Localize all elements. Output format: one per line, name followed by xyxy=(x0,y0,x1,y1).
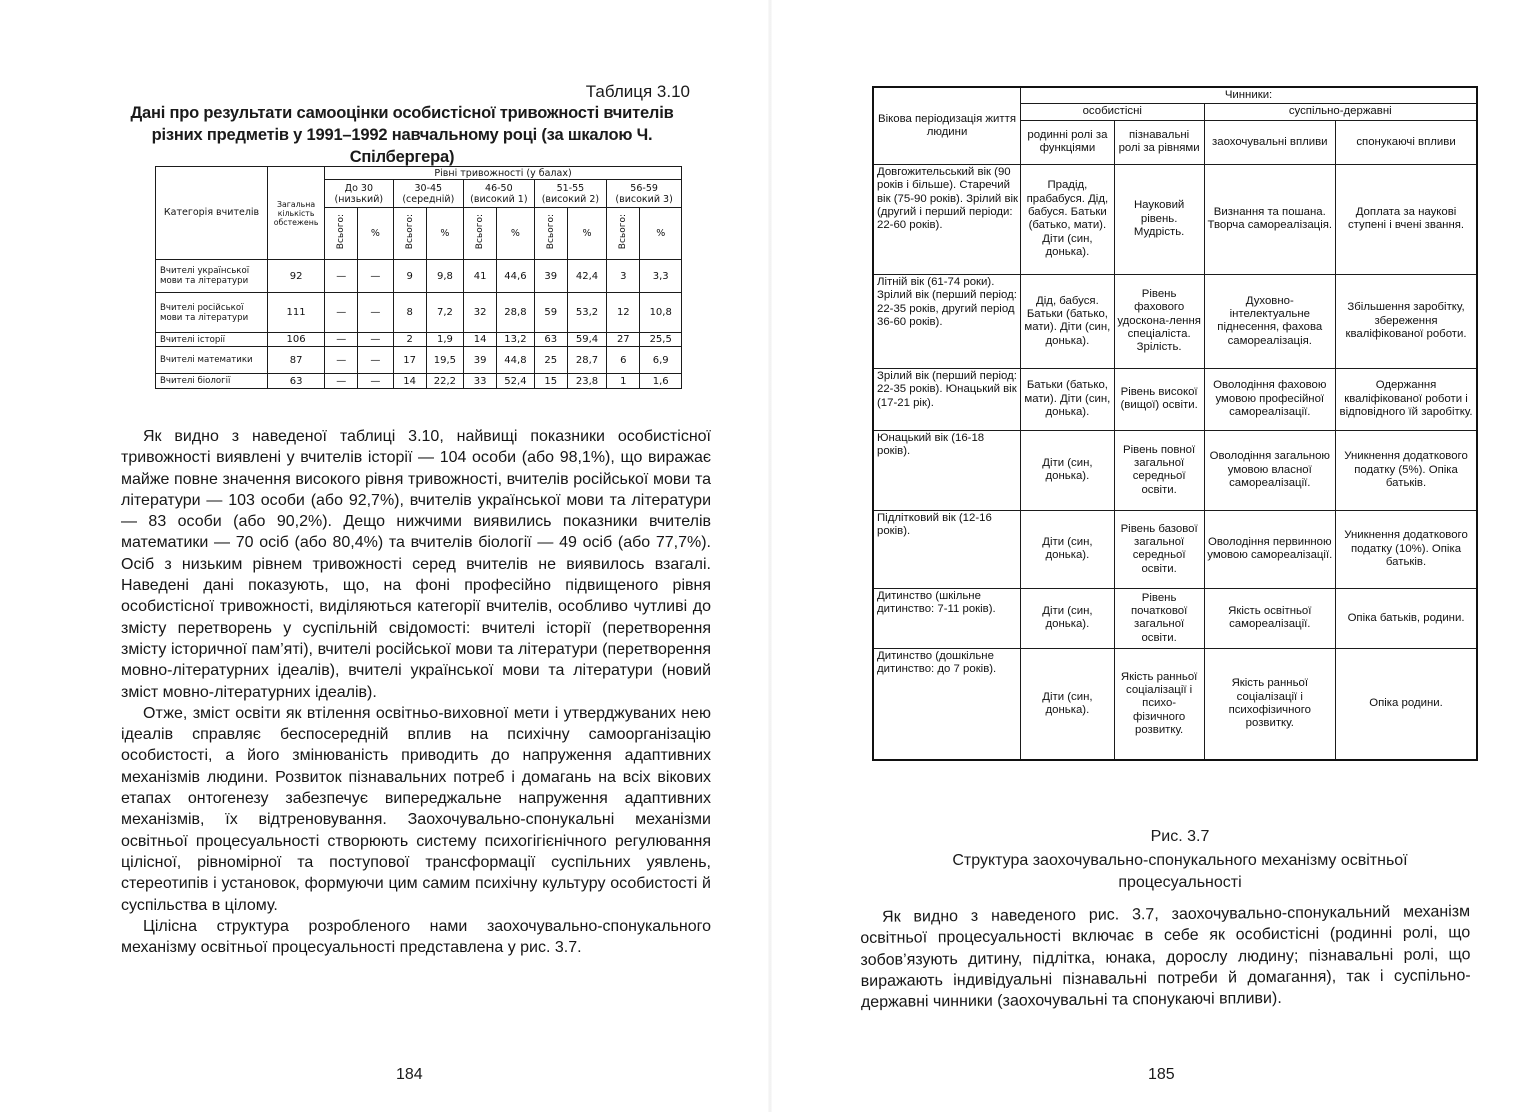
total-count: 63 xyxy=(268,374,325,389)
level-count: 6 xyxy=(607,347,640,374)
level-count: — xyxy=(325,347,358,374)
header-percent: % xyxy=(497,208,534,260)
encouraging-influences: Якість ранньої соціалізації і психофізичного розвитку. xyxy=(1204,648,1336,760)
table-row xyxy=(156,333,682,347)
cognitive-roles: Науковий рівень. Мудрість. xyxy=(1114,164,1204,274)
level-percent: 19,5 xyxy=(426,347,463,374)
header-level xyxy=(607,180,682,208)
level-percent: 59,4 xyxy=(567,333,606,347)
header-levels-group: Рівні тривожності (у балах) xyxy=(325,167,682,180)
header-level xyxy=(534,180,607,208)
level-percent: 44,8 xyxy=(497,347,534,374)
level-range: До 30 xyxy=(344,182,373,194)
level-count: — xyxy=(325,260,358,293)
paragraph: Як видно з наведеного рис. 3.7, заохочувально-спонукальний механізм освітньої процесуальності включає в себе як особистісні (родинні ролі, що зобов’язують дитину, підлітка, юнака, дорослу людину; пізнавальні ролі, що виражають індивідуальні пізнавальні потреби й домагання), так і суспільно-державні чинники (заохочувальні та спонукаючі впливи). xyxy=(860,903,1471,1012)
level-percent: — xyxy=(358,333,393,347)
level-percent: 6,9 xyxy=(640,347,682,374)
motivating-influences: Опіка родини. xyxy=(1336,648,1477,760)
table-row xyxy=(156,347,682,374)
figure-caption: Структура заохочувально-спонукального механізму освітньої процесуальності xyxy=(952,852,1408,891)
level-count: 17 xyxy=(393,347,426,374)
age-period: Підлітковий вік (12-16 років). xyxy=(873,510,1021,588)
level-count: — xyxy=(325,333,358,347)
level-count: 59 xyxy=(534,293,567,333)
header-count xyxy=(607,208,640,260)
level-percent: — xyxy=(358,293,393,333)
level-count: — xyxy=(325,293,358,333)
level-count: 33 xyxy=(464,374,497,389)
cognitive-roles: Рівень фахового удоскона-лення спеціаліста. Зрілість. xyxy=(1114,274,1204,368)
level-count: 8 xyxy=(393,293,426,333)
family-roles: Прадід, прабабуся. Дід, бабуся. Батьки (батько, мати). Діти (син, донька). xyxy=(1021,164,1115,274)
level-count: 12 xyxy=(607,293,640,333)
table-row xyxy=(873,274,1477,368)
level-percent: 28,7 xyxy=(567,347,606,374)
age-period: Юнацький вік (16-18 років). xyxy=(873,430,1021,510)
level-percent: 53,2 xyxy=(567,293,606,333)
teacher-category: Вчителі історії xyxy=(156,333,268,347)
level-count: 63 xyxy=(534,333,567,347)
level-percent: 28,8 xyxy=(497,293,534,333)
table-row xyxy=(873,648,1477,760)
header-col: спонукаючі впливи xyxy=(1336,120,1477,164)
page-number: 184 xyxy=(396,1066,423,1083)
level-count: 27 xyxy=(607,333,640,347)
anxiety-table xyxy=(155,166,682,389)
family-roles: Дід, бабуся. Батьки (батько, мати). Діти (син, донька). xyxy=(1021,274,1115,368)
level-count: 14 xyxy=(464,333,497,347)
encouraging-influences: Оволодіння фаховою умовою професійної самореалізації. xyxy=(1204,368,1336,430)
count-label: Всього: xyxy=(545,214,556,250)
level-percent: 7,2 xyxy=(426,293,463,333)
level-count: 32 xyxy=(464,293,497,333)
level-percent: 25,5 xyxy=(640,333,682,347)
cognitive-roles: Рівень повної загальної середньої освіти. xyxy=(1114,430,1204,510)
motivating-influences: Одержання кваліфікованої роботи і відповідного їй заробітку. xyxy=(1336,368,1477,430)
header-social: суспільно-державні xyxy=(1204,104,1477,120)
header-col: заохочувальні впливи xyxy=(1204,120,1336,164)
family-roles: Діти (син, донька). xyxy=(1021,510,1115,588)
teacher-category: Вчителі російської мови та літератури xyxy=(156,293,268,333)
table-row xyxy=(873,368,1477,430)
table-row xyxy=(156,374,682,389)
level-name: (низький) xyxy=(334,193,384,205)
encouraging-influences: Духовно-інтелектуальне піднесення, фахова самореалізація. xyxy=(1204,274,1336,368)
header-percent: % xyxy=(640,208,682,260)
header-count xyxy=(325,208,358,260)
level-name: (високий 2) xyxy=(541,193,600,205)
level-range: 51-55 xyxy=(556,182,585,194)
table-row xyxy=(873,430,1477,510)
total-count: 106 xyxy=(268,333,325,347)
level-count: 9 xyxy=(393,260,426,293)
body-text-right xyxy=(860,901,1471,1013)
count-label: Всього: xyxy=(336,214,347,250)
level-range: 56-59 xyxy=(630,182,658,194)
age-period: Довгожительський вік (90 років і більше). Старечий вік (75-90 років). Зрілий вік (другий і перший періоди: 22-60 років). xyxy=(873,164,1021,274)
level-count: — xyxy=(325,374,358,389)
header-col: родинні ролі за функціями xyxy=(1021,120,1115,164)
header-level xyxy=(325,180,393,208)
body-text-left xyxy=(121,426,711,958)
level-percent: 1,9 xyxy=(426,333,463,347)
level-percent: 10,8 xyxy=(640,293,682,333)
motivating-influences: Уникнення додаткового податку (10%). Опіка батьків. xyxy=(1336,510,1477,588)
level-count: 25 xyxy=(534,347,567,374)
factors-table xyxy=(872,86,1478,761)
header-col: пізнавальні ролі за рівнями xyxy=(1114,120,1204,164)
family-roles: Діти (син, донька). xyxy=(1021,430,1115,510)
table-caption: Дані про результати самооцінки особистісної тривожності вчителів різних предметів у 1991–1992 навчальному році (за шкалою Ч. Спілбергера) xyxy=(130,104,674,166)
header-count xyxy=(534,208,567,260)
total-count: 87 xyxy=(268,347,325,374)
header-age: Вікова періодизація життя людини xyxy=(873,87,1021,164)
cognitive-roles: Рівень високої (вищої) освіти. xyxy=(1114,368,1204,430)
page-right xyxy=(770,0,1540,1112)
level-percent: 1,6 xyxy=(640,374,682,389)
level-range: 30-45 xyxy=(414,182,443,194)
header-count xyxy=(464,208,497,260)
level-name: (середній) xyxy=(402,193,455,205)
family-roles: Батьки (батько, мати). Діти (син, донька). xyxy=(1021,368,1115,430)
table-row xyxy=(156,293,682,333)
header-count xyxy=(393,208,426,260)
header-factors: Чинники: xyxy=(1021,87,1477,104)
motivating-influences: Опіка батьків, родини. xyxy=(1336,588,1477,648)
level-percent: — xyxy=(358,374,393,389)
family-roles: Діти (син, донька). xyxy=(1021,588,1115,648)
header-percent: % xyxy=(358,208,393,260)
age-period: Дитинство (дошкільне дитинство: до 7 років). xyxy=(873,648,1021,760)
level-percent: 3,3 xyxy=(640,260,682,293)
level-name: (високий 3) xyxy=(615,193,673,205)
level-percent: 44,6 xyxy=(497,260,534,293)
table-label: Таблиця 3.10 xyxy=(585,82,690,101)
teacher-category: Вчителі біології xyxy=(156,374,268,389)
motivating-influences: Збільшення заробітку, збереження кваліфікованої роботи. xyxy=(1336,274,1477,368)
level-percent: — xyxy=(358,347,393,374)
encouraging-influences: Оволодіння загальною умовою власної самореалізації. xyxy=(1204,430,1336,510)
cognitive-roles: Якість ранньої соціалізації і психо-фізичного розвитку. xyxy=(1114,648,1204,760)
level-count: 3 xyxy=(607,260,640,293)
level-percent: 42,4 xyxy=(567,260,606,293)
table-row xyxy=(873,164,1477,274)
count-label: Всього: xyxy=(618,214,629,250)
age-period: Зрілий вік (перший період: 22-35 років). Юнацький вік (17-21 рік). xyxy=(873,368,1021,430)
figure-label: Рис. 3.7 xyxy=(1150,828,1210,845)
encouraging-influences: Визнання та пошана. Творча самореалізація. xyxy=(1204,164,1336,274)
level-count: 14 xyxy=(393,374,426,389)
teacher-category: Вчителі української мови та літератури xyxy=(156,260,268,293)
family-roles: Діти (син, донька). xyxy=(1021,648,1115,760)
table-row xyxy=(873,510,1477,588)
level-count: 39 xyxy=(464,347,497,374)
level-percent: — xyxy=(358,260,393,293)
level-percent: 23,8 xyxy=(567,374,606,389)
level-percent: 13,2 xyxy=(497,333,534,347)
header-level xyxy=(393,180,464,208)
table-row xyxy=(156,260,682,293)
total-count: 92 xyxy=(268,260,325,293)
level-count: 15 xyxy=(534,374,567,389)
motivating-influences: Уникнення додаткового податку (5%). Опіка батьків. xyxy=(1336,430,1477,510)
header-level xyxy=(464,180,535,208)
motivating-influences: Доплата за наукові ступені і вчені звання. xyxy=(1336,164,1477,274)
count-label: Всього: xyxy=(404,214,415,250)
level-count: 2 xyxy=(393,333,426,347)
level-count: 41 xyxy=(464,260,497,293)
total-count: 111 xyxy=(268,293,325,333)
teacher-category: Вчителі математики xyxy=(156,347,268,374)
level-count: 39 xyxy=(534,260,567,293)
encouraging-influences: Якість освітньої самореалізації. xyxy=(1204,588,1336,648)
header-percent: % xyxy=(567,208,606,260)
level-percent: 52,4 xyxy=(497,374,534,389)
paragraph: Отже, зміст освіти як втілення освітньо-виховної мети і утверджуваних нею ідеалів справляє беспосередній вплив на психічну самоорганізацію особистості, а його змінюваність приводить до напруження адаптивних механізмів людини. Розвиток пізнавальних потреб і домагань на всіх вікових етапах онтогенезу забезпечує випереджальне напруження адаптивних механізмів, їх відтреновування. Заохочувально-спонукальні механізми освітньої процесуальності створюють систему психогігієнічного регулювання цілісної, рівномірної та поступової трансформації суспільних уявлень, стереотипів і установок, формуючи цим самим психічну культуру особистості й суспільства в цілому. xyxy=(121,704,711,914)
paragraph: Цілісна структура розробленого нами заохочувально-спонукального механізму освітньої процесуальності представлена у рис. 3.7. xyxy=(121,917,711,957)
level-percent: 9,8 xyxy=(426,260,463,293)
level-name: (високий 1) xyxy=(470,193,528,205)
paragraph: Як видно з наведеної таблиці 3.10, найвищі показники особистісної тривожності виявлені у вчителів історії — 104 особи (або 98,1%), що виражає майже повне значення високого рівня тривожності, вчителів російської мови та літератури — 103 особи (або 92,7%), вчителів української мови та літератури — 83 особи (або 90,2%). Дещо нижчими виявились показники вчителів математики — 70 осіб (або 80,4%) та вчителів біології — 49 осіб (або 77,7%). Осіб з низьким рівнем тривожності серед вчителів не виявилось взагалі. Наведені дані показують, що, на фоні професійно підвищеного рівня особистісної тривожності, виділяються категорії вчителів, особливо чутливі до змісту перетворень у суспільній свідомості: вчителі історії (перетворення змісту історичної пам’яті), вчителі російської мови та літератури (перетворення мовно-літературних ідеалів), вчителі української мови та літератури (новий зміст мовно-літературних ідеалів). xyxy=(121,428,711,701)
encouraging-influences: Оволодіння первинною умовою самореалізації. xyxy=(1204,510,1336,588)
header-category: Категорія вчителів xyxy=(156,167,268,260)
table-row xyxy=(873,588,1477,648)
level-range: 46-50 xyxy=(485,182,513,194)
level-percent: 22,2 xyxy=(426,374,463,389)
level-count: 1 xyxy=(607,374,640,389)
header-personal: особистісні xyxy=(1021,104,1204,120)
cognitive-roles: Рівень базової загальної середньої освіти. xyxy=(1114,510,1204,588)
header-percent: % xyxy=(426,208,463,260)
age-period: Дитинство (шкільне дитинство: 7-11 років). xyxy=(873,588,1021,648)
page-number: 185 xyxy=(1148,1066,1175,1083)
count-label: Всього: xyxy=(475,214,486,250)
age-period: Літній вік (61-74 роки). Зрілий вік (перший період: 22-35 років, другий період 36-60 років). xyxy=(873,274,1021,368)
cognitive-roles: Рівень початкової загальної освіти. xyxy=(1114,588,1204,648)
header-total: Загальна кількість обстежень xyxy=(268,167,325,260)
